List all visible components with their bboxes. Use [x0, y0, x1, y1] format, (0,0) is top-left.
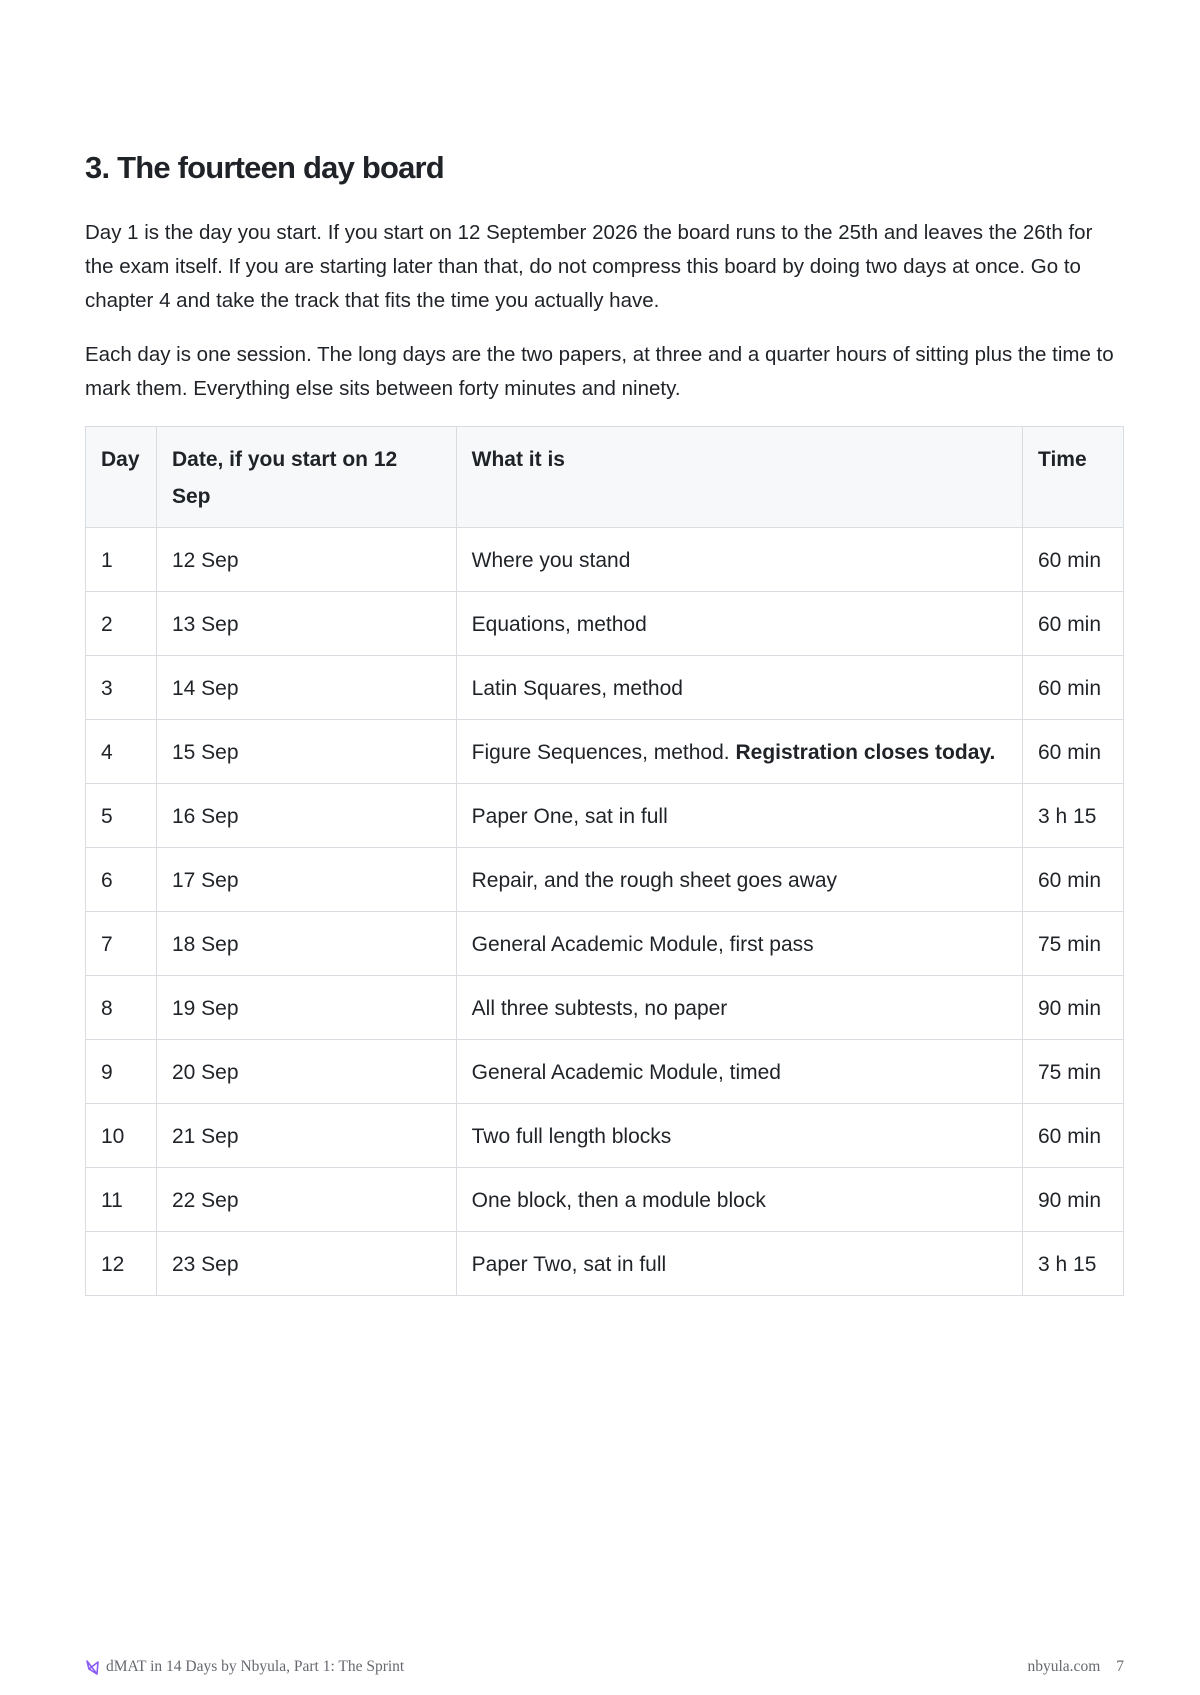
cell-time: 60 min [1023, 656, 1124, 720]
cell-day: 8 [86, 976, 157, 1040]
header-date: Date, if you start on 12 Sep [156, 427, 456, 528]
cell-what-emphasis: Registration closes today. [735, 741, 996, 764]
footer-left [85, 1658, 404, 1676]
cell-day: 12 [86, 1232, 157, 1296]
cell-time: 90 min [1023, 1168, 1124, 1232]
cell-date: 18 Sep [156, 912, 456, 976]
nbyula-logo-icon [85, 1659, 100, 1676]
page-footer [85, 1658, 1124, 1676]
cell-what-text: Latin Squares, method [471, 677, 683, 700]
cell-day: 5 [86, 784, 157, 848]
cell-day: 9 [86, 1040, 157, 1104]
page-content [85, 148, 1124, 1296]
cell-day: 3 [86, 656, 157, 720]
table-row [86, 848, 1124, 912]
cell-time: 3 h 15 [1023, 1232, 1124, 1296]
cell-time: 60 min [1023, 848, 1124, 912]
table-row [86, 656, 1124, 720]
table-header-row [86, 427, 1124, 528]
session-paragraph: Each day is one session. The long days are the two papers, at three and a quarter hours of sitting plus the time to mark them. Everything else sits between forty minutes and ninety. [85, 343, 1114, 400]
cell-what [456, 720, 1022, 784]
cell-day: 11 [86, 1168, 157, 1232]
cell-what [456, 912, 1022, 976]
cell-day: 4 [86, 720, 157, 784]
header-time: Time [1023, 427, 1124, 528]
cell-time: 60 min [1023, 720, 1124, 784]
table-row [86, 720, 1124, 784]
cell-what [456, 976, 1022, 1040]
cell-what [456, 1232, 1022, 1296]
cell-what [456, 1168, 1022, 1232]
header-what: What it is [456, 427, 1022, 528]
table-body [86, 528, 1124, 1296]
cell-what-text: Where you stand [471, 549, 631, 572]
cell-what-text: One block, then a module block [471, 1189, 766, 1212]
cell-what-text: Figure Sequences, method. [471, 741, 730, 764]
table-row [86, 912, 1124, 976]
table-row [86, 784, 1124, 848]
table-row [86, 976, 1124, 1040]
cell-what-text: Paper One, sat in full [471, 805, 668, 828]
header-day: Day [86, 427, 157, 528]
cell-time: 75 min [1023, 912, 1124, 976]
footer-page-number: 7 [1116, 1658, 1124, 1675]
cell-date: 23 Sep [156, 1232, 456, 1296]
cell-what-text: Equations, method [471, 613, 647, 636]
cell-date: 13 Sep [156, 592, 456, 656]
cell-time: 60 min [1023, 1104, 1124, 1168]
cell-time: 3 h 15 [1023, 784, 1124, 848]
cell-what [456, 848, 1022, 912]
cell-day: 10 [86, 1104, 157, 1168]
table-row [86, 592, 1124, 656]
cell-date: 19 Sep [156, 976, 456, 1040]
fourteen-day-board-table [85, 426, 1124, 1296]
cell-day: 1 [86, 528, 157, 592]
cell-date: 22 Sep [156, 1168, 456, 1232]
table-row [86, 1232, 1124, 1296]
cell-what-text: General Academic Module, timed [471, 1061, 781, 1084]
cell-what-text: Two full length blocks [471, 1125, 672, 1148]
cell-what [456, 1040, 1022, 1104]
table-row [86, 1040, 1124, 1104]
footer-book-title: dMAT in 14 Days by Nbyula, Part 1: The Sprint [106, 1658, 405, 1675]
table-row [86, 1104, 1124, 1168]
table-row [86, 1168, 1124, 1232]
cell-what-text: All three subtests, no paper [471, 997, 728, 1020]
cell-what [456, 784, 1022, 848]
section-heading: 3. The fourteen day board [85, 150, 444, 185]
cell-what [456, 528, 1022, 592]
cell-date: 12 Sep [156, 528, 456, 592]
cell-what-text: Repair, and the rough sheet goes away [471, 869, 838, 892]
cell-day: 6 [86, 848, 157, 912]
cell-date: 21 Sep [156, 1104, 456, 1168]
cell-time: 60 min [1023, 592, 1124, 656]
cell-date: 16 Sep [156, 784, 456, 848]
cell-what [456, 592, 1022, 656]
cell-date: 15 Sep [156, 720, 456, 784]
cell-date: 14 Sep [156, 656, 456, 720]
cell-time: 75 min [1023, 1040, 1124, 1104]
cell-date: 17 Sep [156, 848, 456, 912]
cell-what [456, 656, 1022, 720]
footer-right [1028, 1658, 1125, 1676]
cell-what-text: General Academic Module, first pass [471, 933, 814, 956]
cell-date: 20 Sep [156, 1040, 456, 1104]
cell-day: 2 [86, 592, 157, 656]
footer-site-link[interactable]: nbyula.com [1027, 1658, 1101, 1675]
cell-what [456, 1104, 1022, 1168]
cell-day: 7 [86, 912, 157, 976]
cell-time: 90 min [1023, 976, 1124, 1040]
intro-paragraph: Day 1 is the day you start. If you start on 12 September 2026 the board runs to the 25th and leaves the 26th for the exam itself. If you are starting later than that, do not compress this board by doing two days at once. Go to chapter 4 and take the track that fits the time you actually have. [85, 221, 1093, 312]
cell-what-text: Paper Two, sat in full [471, 1253, 667, 1276]
table-row [86, 528, 1124, 592]
cell-time: 60 min [1023, 528, 1124, 592]
